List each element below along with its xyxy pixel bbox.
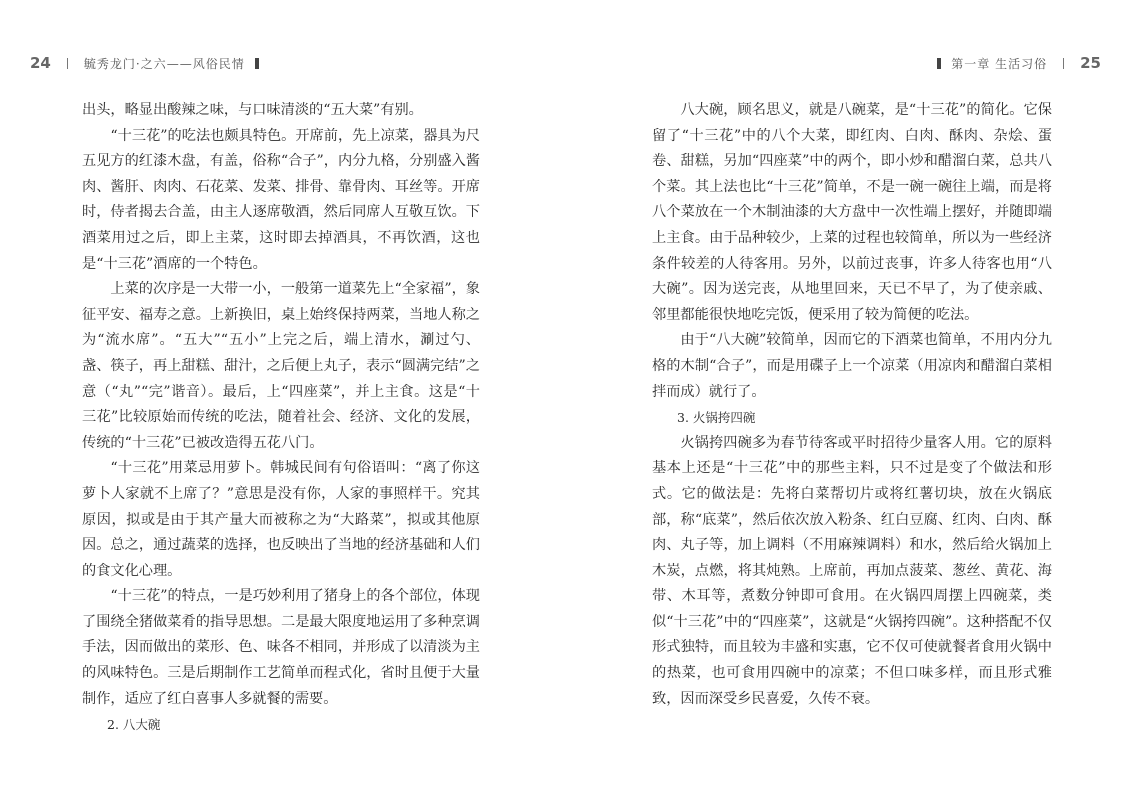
paragraph: 八大碗，顾名思义，就是八碗菜，是“十三花”的简化。它保留了“十三花”中的八个大菜，即红肉、白肉、酥肉、杂烩、蛋卷、甜糕，另加“四座菜”中的两个，即小炒和醋溜白菜，总共八个菜。其上法也比“十三花”简单，不是一碗一碗往上端，而是将八个菜放在一个木制油漆的大方盘中一次性端上摆好，并随即端上主食。由于品种较少，上菜的过程也较简单，所以为一些经济条件较差的人待客用。另外，以前过丧事，许多人待客也用“八大碗”。因为送完丧，从地里回来，天已不早了，为了使亲戚、邻里都能很快地吃完饭，便采用了较为简便的吃法。 bbox=[652, 102, 1052, 323]
left-page bbox=[0, 0, 566, 799]
left-page-body bbox=[82, 98, 480, 738]
section-subheading: 2. 八大碗 bbox=[107, 717, 161, 733]
left-running-header bbox=[30, 54, 269, 72]
paragraph: 火锅挎四碗多为春节待客或平时招待少量客人用。它的原料基本上还是“十三花”中的那些主料，只不过是变了个做法和形式。它的做法是：先将白菜帮切片或将红薯切块，放在火锅底部，称“底菜”，然后依次放入粉条、红白豆腐、红肉、白肉、酥肉、丸子等，加上调料（不用麻辣调料）和水，然后给火锅加上木炭，点燃，将其炖熟。上席前，再加点菠菜、葱丝、黄花、海带、木耳等，煮数分钟即可食用。在火锅四周摆上四碗菜，类似“十三花”中的“四座菜”，这就是“火锅挎四碗”。这种搭配不仅形式独特，而且较为丰盛和实惠，它不仅可使就餐者食用火锅中的热菜，也可食用四碗中的凉菜；不但口味多样，而且形式雅致，因而深受乡民喜爱，久传不衰。 bbox=[652, 434, 1052, 707]
header-divider bbox=[67, 58, 68, 69]
left-page-number: 24 bbox=[30, 54, 51, 72]
right-header-title: 第一章 生活习俗 bbox=[951, 56, 1048, 71]
right-running-header bbox=[927, 54, 1101, 72]
left-header-title: 毓秀龙门·之六——风俗民情 bbox=[83, 56, 245, 71]
header-block-mark bbox=[937, 58, 941, 69]
right-page-number: 25 bbox=[1080, 54, 1101, 72]
header-block-mark bbox=[255, 58, 259, 69]
paragraph: “十三花”用菜忌用萝卜。韩城民间有句俗语叫：“离了你这萝卜人家就不上席了？”意思是没有你，人家的事照样干。究其原因，拟或是由于其产量大而被称之为“大路菜”，拟或其他原因。总之，通过蔬菜的选择，也反映出了当地的经济基础和人们的食文化心理。 bbox=[82, 460, 480, 579]
header-divider bbox=[1063, 58, 1064, 69]
section-subheading: 3. 火锅挎四碗 bbox=[677, 410, 756, 426]
paragraph-continued: 出头，略显出酸辣之味，与口味清淡的“五大菜”有别。 bbox=[82, 102, 423, 118]
right-page-body bbox=[652, 98, 1052, 712]
paragraph: “十三花”的吃法也颇具特色。开席前，先上凉菜，器具为尺五见方的红漆木盘，有盖，俗称“合子”，内分九格，分别盛入酱肉、酱肝、肉肉、石花菜、发菜、排骨、靠骨肉、耳丝等。开席时，侍者揭去合盖，由主人逐席敬酒，然后同席人互敬互饮。下酒菜用过之后，即上主菜，这时即去掉酒具，不再饮酒，这也是“十三花”酒席的一个特色。 bbox=[82, 127, 480, 272]
right-page bbox=[566, 0, 1133, 799]
paragraph: 由于“八大碗”较简单，因而它的下酒菜也简单，不用内分九格的木制“合子”，而是用碟子上一个凉菜（用凉肉和醋溜白菜相拌而成）就行了。 bbox=[652, 332, 1052, 400]
paragraph: “十三花”的特点，一是巧妙利用了猪身上的各个部位，体现了围绕全猪做菜肴的指导思想。二是最大限度地运用了多种烹调手法，因而做出的菜形、色、味各不相同，并形成了以清淡为主的风味特色。三是后期制作工艺简单而程式化，省时且便于大量制作，适应了红白喜事人多就餐的需要。 bbox=[82, 588, 480, 707]
paragraph: 上菜的次序是一大带一小，一般第一道菜先上“全家福”，象征平安、福寿之意。上新换旧，桌上始终保持两菜，当地人称之为“流水席”。“五大”“五小”上完之后，端上清水，涮过勺、盏、筷子，再上甜糕、甜汁，之后便上丸子，表示“圆满完结”之意（“丸”“完”谐音）。最后，上“四座菜”，并上主食。这是“十三花”比较原始而传统的吃法，随着社会、经济、文化的发展，传统的“十三花”已被改造得五花八门。 bbox=[82, 281, 480, 451]
